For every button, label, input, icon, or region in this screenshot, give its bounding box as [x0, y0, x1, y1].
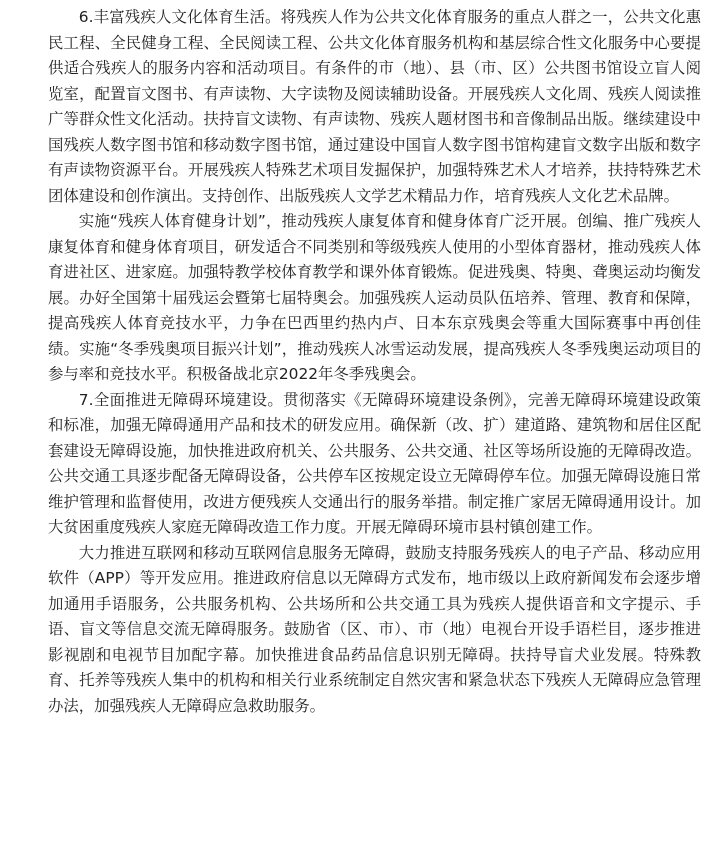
paragraph-information-accessibility: 大力推进互联网和移动互联网信息服务无障碍，鼓励支持服务残疾人的电子产品、移动应用软件（APP）等开发应用。推进政府信息以无障碍方式发布，地市级以上政府新闻发布会逐步增加通用手语服务，公共服务机构、公共场所和公共交通工具为残疾人提供语音和文字提示、手语、盲文等信息交流无障碍服务。鼓励省（区、市）、市（地）电视台开设手语栏目，逐步推进影视剧和电视节目加配字幕。加快推进食品药品信息识别无障碍。扶持导盲犬业发展。特殊教育、托养等残疾人集中的机构和相关行业系统制定自然灾害和紧急状态下残疾人无障碍应急管理办法，加强残疾人无障碍应急救助服务。 [48, 543, 701, 715]
paragraph-barrier-free-environment: 7.全面推进无障碍环境建设。贯彻落实《无障碍环境建设条例》，完善无障碍环境建设政策和标准，加强无障碍通用产品和技术的研发应用。确保新（改、扩）建道路、建筑物和居住区配套建设无障碍设施，加快推进政府机关、公共服务、公共交通、社区等场所设施的无障碍改造。公共交通工具逐步配备无障碍设备，公共停车区按规定设立无障碍停车位。加强无障碍设施日常维护管理和监督使用，改进方便残疾人交通出行的服务举措。制定推广家居无障碍通用设计。加大贫困重度残疾人家庭无障碍改造工作力度。开展无障碍环境市县村镇创建工作。 [48, 390, 701, 536]
paragraph-culture-sports: 6.丰富残疾人文化体育生活。将残疾人作为公共文化体育服务的重点人群之一，公共文化惠民工程、全民健身工程、全民阅读工程、公共文化体育服务机构和基层综合性文化服务中心要提供适合残疾人的服务内容和活动项目。有条件的市（地）、县（市、区）公共图书馆设立盲人阅览室，配置盲文图书、有声读物、大字读物及阅读辅助设备。开展残疾人文化周、残疾人阅读推广等群众性文化活动。扶持盲文读物、有声读物、残疾人题材图书和音像制品出版。继续建设中国残疾人数字图书馆和移动数字图书馆，通过建设中国盲人数字图书馆构建盲文数字出版和数字有声读物资源平台。开展残疾人特殊艺术项目发掘保护，加强特殊艺术人才培养，扶持特殊艺术团体建设和创作演出。支持创作、出版残疾人文学艺术精品力作，培育残疾人文化艺术品牌。 [48, 8, 701, 205]
paragraph-sports-fitness: 实施“残疾人体育健身计划”，推动残疾人康复体育和健身体育广泛开展。创编、推广残疾人康复体育和健身体育项目，研发适合不同类别和等级残疾人使用的小型体育器材，推动残疾人体育进社区、进家庭。加强特教学校体育教学和课外体育锻炼。促进残奥、特奥、聋奥运动均衡发展。办好全国第十届残运会暨第七届特奥会。加强残疾人运动员队伍培养、管理、教育和保障，提高残疾人体育竞技水平，力争在巴西里约热内卢、日本东京残奥会等重大国际赛事中再创佳绩。实施“冬季残奥项目振兴计划”，推动残疾人冰雪运动发展，提高残疾人冬季残奥运动项目的参与率和竞技水平。积极备战北京2022年冬季残奥会。 [48, 212, 701, 383]
